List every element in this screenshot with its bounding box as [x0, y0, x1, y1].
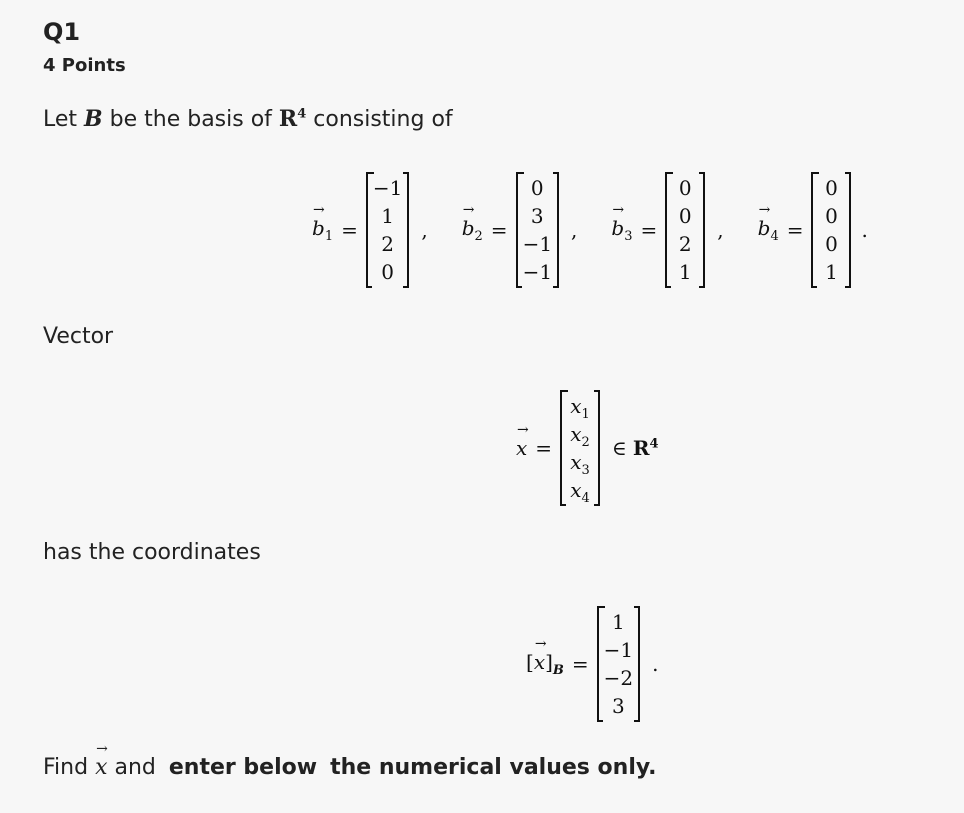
intro-text	[43, 106, 453, 132]
basis-vector-matrix-2-entry: 3	[530, 204, 544, 228]
vector-x-symbol: → x	[516, 436, 527, 460]
basis-vector-matrix-1-entry: 0	[381, 260, 394, 284]
basis-vector-separator: ,	[571, 218, 578, 242]
instruction-bold-1: enter below	[168, 755, 318, 780]
basis-vector-matrix-4-entry: 0	[825, 176, 838, 200]
basis-vector-matrix-3-entry: 2	[678, 232, 692, 256]
vector-x-matrix	[560, 390, 600, 506]
basis-vector-matrix-2-entry: −1	[522, 232, 553, 256]
coordinates-entries-entry: 3	[612, 694, 625, 718]
basis-vector-matrix-2	[516, 172, 559, 288]
intro-text-middle: be the basis of	[109, 107, 272, 132]
intro-text-before: Let	[43, 107, 78, 132]
instruction-text-before: Find	[43, 755, 89, 780]
basis-vector-matrix-1	[366, 172, 409, 288]
coordinates-trailing: .	[652, 652, 659, 676]
vector-x-row	[516, 390, 659, 506]
basis-vector-matrix-2-entry: 0	[530, 176, 544, 200]
basis-vector-matrix-3-entry: 1	[678, 260, 692, 284]
equals-sign: =	[490, 218, 508, 242]
coordinates-label: has the coordinates	[43, 540, 261, 565]
coordinates-entries-entry: 1	[612, 610, 625, 634]
vector-x-entries-entry: $x_2$	[570, 422, 590, 450]
coordinate-vector-symbol: [→ $x]_B$	[526, 650, 564, 678]
basis-vector-separator: .	[861, 218, 868, 242]
coordinates-row	[526, 606, 659, 722]
vector-x-entries-entry: $x_3$	[570, 450, 590, 478]
basis-vector-matrix-1-entry: −1	[372, 176, 403, 200]
question-title: Q1	[43, 18, 81, 46]
basis-vector-separator: ,	[717, 218, 724, 242]
basis-vector-matrix-3-entry: 0	[678, 176, 692, 200]
coordinates-entries-entry: −1	[603, 638, 634, 662]
basis-vector-matrix-4-entry: 1	[825, 260, 838, 284]
basis-vector-label-2: → $b_2$	[462, 216, 483, 244]
basis-vector-matrix-2-entry: −1	[522, 260, 553, 284]
vector-x-entries	[560, 390, 600, 506]
basis-vectors-row	[312, 172, 868, 288]
instruction-text-middle: and	[114, 755, 156, 780]
basis-vector-label-1: → $b_1$	[312, 216, 333, 244]
instruction-bold-2: the numerical values only.	[330, 755, 657, 780]
vector-x-entries-entry: $x_4$	[570, 478, 590, 506]
membership-symbol: ∈	[612, 436, 627, 460]
basis-vector-label-4: → $b_4$	[758, 216, 779, 244]
real-space-symbol: $R^4$	[278, 106, 307, 132]
basis-vector-matrix-4-entry: 0	[825, 204, 838, 228]
coordinates-entries	[597, 606, 640, 722]
instruction-text	[43, 755, 657, 780]
intro-text-after: consisting of	[313, 107, 453, 132]
basis-vector-matrix-4	[811, 172, 851, 288]
equals-sign: =	[535, 436, 553, 460]
equals-sign: =	[786, 218, 804, 242]
equals-sign: =	[571, 652, 589, 676]
vector-label: Vector	[43, 324, 114, 349]
vector-x-space: $R^4$	[632, 436, 659, 460]
basis-symbol: B	[84, 106, 103, 132]
equals-sign: =	[640, 218, 658, 242]
basis-vector-matrix-1-entry: 2	[381, 232, 394, 256]
basis-vector-label-3: → $b_3$	[611, 216, 632, 244]
vector-x-entries-entry: $x_1$	[570, 394, 590, 422]
basis-vector-matrix-4-entry: 0	[825, 232, 838, 256]
equals-sign: =	[341, 218, 358, 242]
basis-vector-matrix-3-entry: 0	[678, 204, 692, 228]
basis-vector-matrix-1-entry: 1	[381, 204, 394, 228]
coordinates-matrix	[597, 606, 640, 722]
basis-vector-separator: ,	[421, 218, 428, 242]
basis-vector-matrix-3	[665, 172, 705, 288]
question-points: 4 Points	[43, 55, 126, 76]
coordinates-entries-entry: −2	[603, 666, 634, 690]
instruction-vector-symbol: → x	[95, 755, 107, 780]
